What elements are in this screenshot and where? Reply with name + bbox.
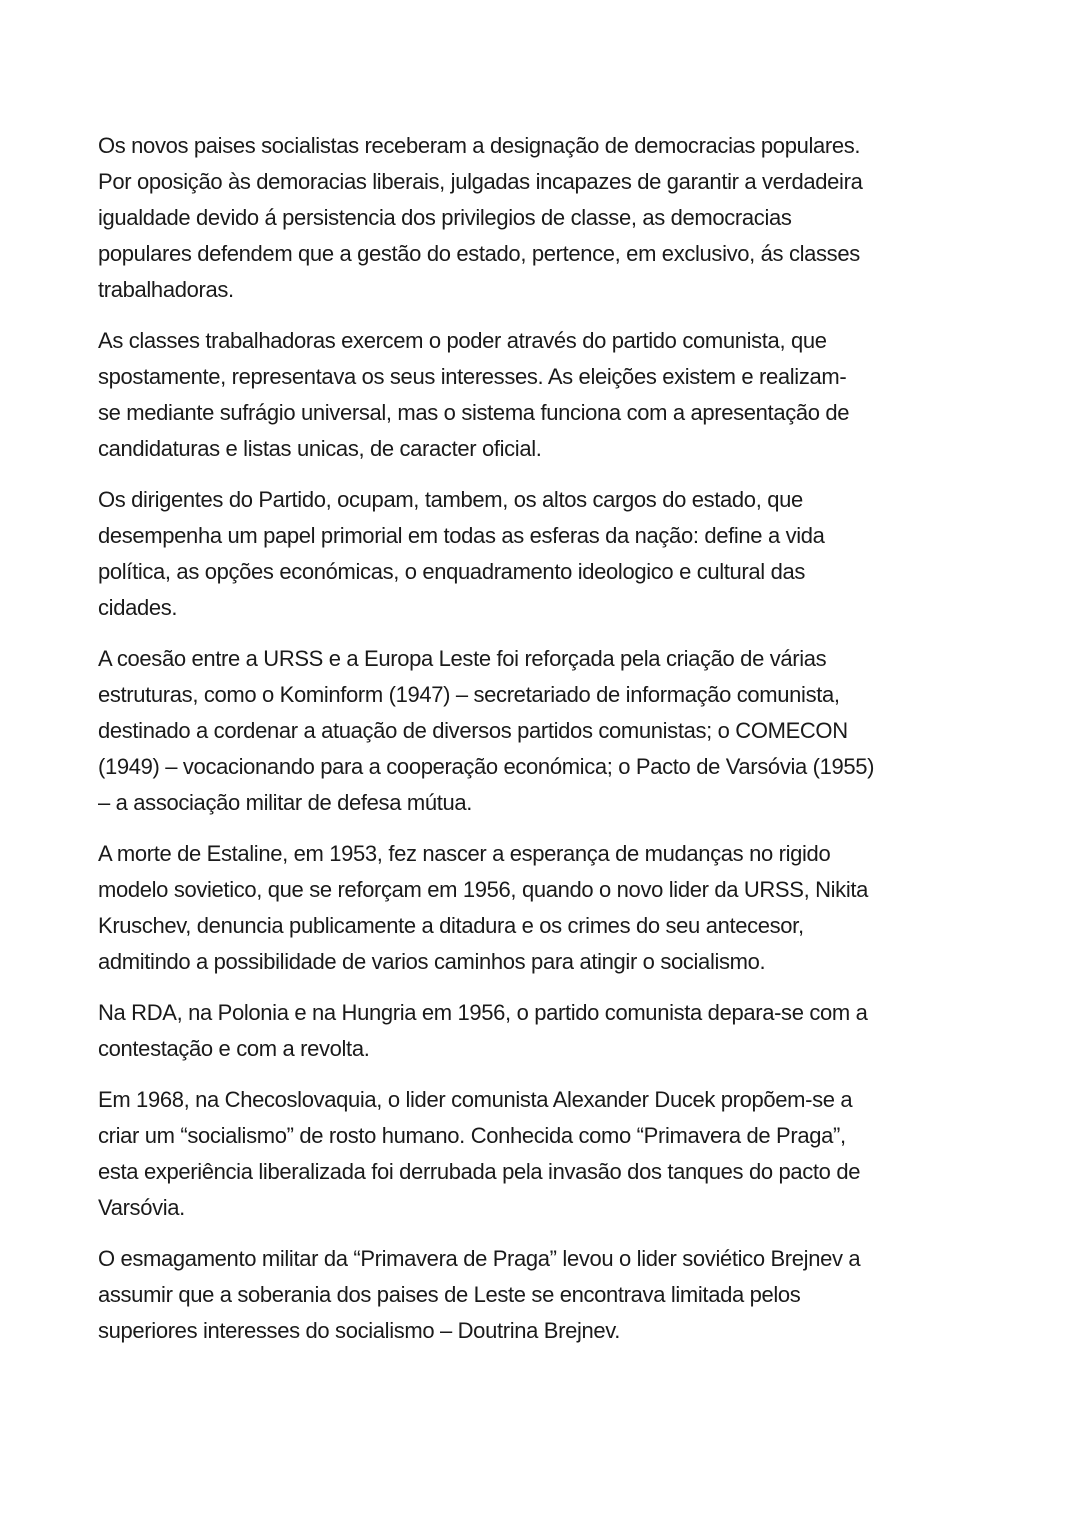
text-line: admitindo a possibilidade de varios caminhos para atingir o socialismo. xyxy=(98,949,766,974)
text-line: superiores interesses do socialismo – Doutrina Brejnev. xyxy=(98,1318,621,1343)
text-line: (1949) – vocacionando para a cooperação económica; o Pacto de Varsóvia (1955) xyxy=(98,754,875,779)
text-line: Na RDA, na Polonia e na Hungria em 1956, o partido comunista depara-se com a xyxy=(98,1000,868,1025)
paragraph xyxy=(98,641,998,821)
paragraph xyxy=(98,995,998,1067)
paragraph xyxy=(98,128,998,308)
text-line: cidades. xyxy=(98,595,178,620)
text-line: A coesão entre a URSS e a Europa Leste foi reforçada pela criação de várias xyxy=(98,646,827,671)
paragraph xyxy=(98,1082,998,1226)
text-line: spostamente, representava os seus interesses. As eleições existem e realizam- xyxy=(98,364,847,389)
text-line: política, as opções económicas, o enquadramento ideologico e cultural das xyxy=(98,559,806,584)
text-line: Varsóvia. xyxy=(98,1195,185,1220)
paragraph xyxy=(98,323,998,467)
text-line: esta experiência liberalizada foi derrubada pela invasão dos tanques do pacto de xyxy=(98,1159,861,1184)
text-line: Os novos paises socialistas receberam a designação de democracias populares. xyxy=(98,133,861,158)
text-line: – a associação militar de defesa mútua. xyxy=(98,790,473,815)
paragraph xyxy=(98,836,998,980)
text-line: A morte de Estaline, em 1953, fez nascer a esperança de mudanças no rigido xyxy=(98,841,831,866)
text-line: se mediante sufrágio universal, mas o sistema funciona com a apresentação de xyxy=(98,400,850,425)
document-body xyxy=(98,128,998,1364)
text-line: desempenha um papel primorial em todas as esferas da nação: define a vida xyxy=(98,523,825,548)
text-line: estruturas, como o Kominform (1947) – secretariado de informação comunista, xyxy=(98,682,840,707)
text-line: Kruschev, denuncia publicamente a ditadura e os crimes do seu antecesor, xyxy=(98,913,804,938)
text-line: Os dirigentes do Partido, ocupam, tambem, os altos cargos do estado, que xyxy=(98,487,803,512)
text-line: criar um “socialismo” de rosto humano. Conhecida como “Primavera de Praga”, xyxy=(98,1123,846,1148)
text-line: modelo sovietico, que se reforçam em 1956, quando o novo lider da URSS, Nikita xyxy=(98,877,869,902)
text-line: populares defendem que a gestão do estado, pertence, em exclusivo, ás classes xyxy=(98,241,860,266)
paragraph xyxy=(98,482,998,626)
text-line: As classes trabalhadoras exercem o poder através do partido comunista, que xyxy=(98,328,827,353)
text-line: igualdade devido á persistencia dos privilegios de classe, as democracias xyxy=(98,205,792,230)
text-line: contestação e com a revolta. xyxy=(98,1036,370,1061)
text-line: O esmagamento militar da “Primavera de Praga” levou o lider soviético Brejnev a xyxy=(98,1246,861,1271)
text-line: Em 1968, na Checoslovaquia, o lider comunista Alexander Ducek propõem-se a xyxy=(98,1087,853,1112)
paragraph xyxy=(98,1241,998,1349)
text-line: destinado a cordenar a atuação de diversos partidos comunistas; o COMECON xyxy=(98,718,848,743)
text-line: candidaturas e listas unicas, de caracter oficial. xyxy=(98,436,542,461)
text-line: Por oposição às demoracias liberais, julgadas incapazes de garantir a verdadeira xyxy=(98,169,863,194)
text-line: trabalhadoras. xyxy=(98,277,234,302)
text-line: assumir que a soberania dos paises de Leste se encontrava limitada pelos xyxy=(98,1282,801,1307)
